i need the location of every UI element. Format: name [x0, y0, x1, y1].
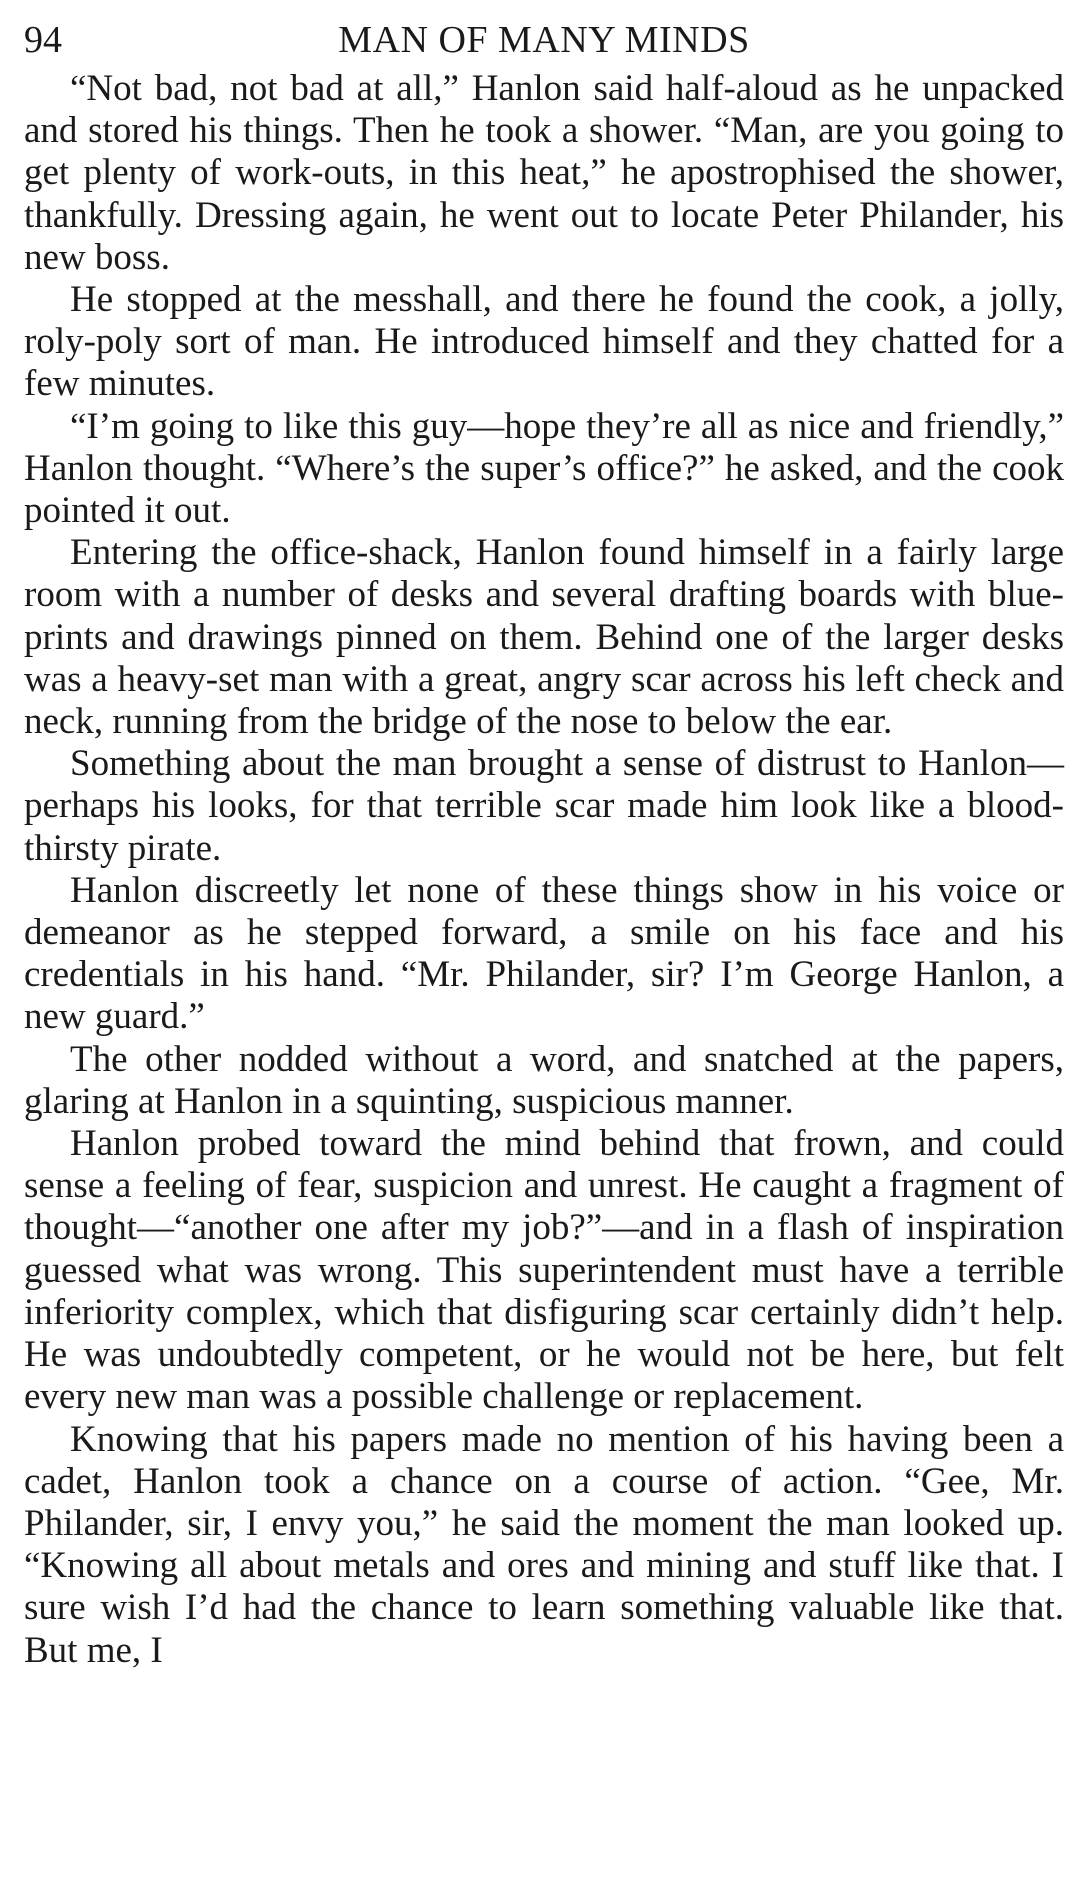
- paragraph: Knowing that his papers made no mention of his having been a cadet, Hanlon took a chance on a course of action. “Gee, Mr. Philander, sir, I envy you,” he said the moment the man looked up. “Knowing all about metals and ores and mining and stuff like that. I sure wish I’d had the chance to learn something valuable like that. But me, I: [24, 1418, 1064, 1671]
- book-page: [24, 12, 1064, 1672]
- running-head: [24, 12, 1064, 68]
- running-title: MAN OF MANY MINDS: [338, 19, 750, 61]
- paragraph: The other nodded without a word, and snatched at the papers, glaring at Hanlon in a squinting, suspicious manner.: [24, 1038, 1064, 1122]
- page-number: 94: [24, 19, 62, 61]
- paragraph: Something about the man brought a sense of distrust to Hanlon—perhaps his looks, for that terrible scar made him look like a blood-thirsty pirate.: [24, 743, 1064, 869]
- paragraph: Hanlon discreetly let none of these things show in his voice or demeanor as he stepped forward, a smile on his face and his credentials in his hand. “Mr. Philander, sir? I’m George Hanlon, a new guard.”: [24, 869, 1064, 1038]
- paragraph: “Not bad, not bad at all,” Hanlon said half-aloud as he unpacked and stored his things. Then he took a shower. “Man, are you going to get plenty of work-outs, in this heat,” he apostrophised the shower, thankfully. Dressing again, he went out to locate Peter Philander, his new boss.: [24, 68, 1064, 278]
- paragraph: Entering the office-shack, Hanlon found himself in a fairly large room with a number of desks and several drafting boards with blue-prints and drawings pinned on them. Behind one of the larger desks was a heavy-set man with a great, angry scar across his left check and neck, running from the bridge of the nose to below the ear.: [24, 532, 1064, 743]
- paragraph: He stopped at the messhall, and there he found the cook, a jolly, roly-poly sort of man. He introduced himself and they chatted for a few minutes.: [24, 279, 1064, 405]
- paragraph: Hanlon probed toward the mind behind that frown, and could sense a feeling of fear, suspicion and unrest. He caught a fragment of thought—“another one after my job?”—and in a flash of inspiration guessed what was wrong. This superintendent must have a terrible inferiority complex, which that disfiguring scar certainly didn’t help. He was undoubtedly competent, or he would not be here, but felt every new man was a possible challenge or replacement.: [24, 1123, 1064, 1418]
- paragraph: “I’m going to like this guy—hope they’re all as nice and friendly,” Hanlon thought. “Where’s the super’s office?” he asked, and the cook pointed it out.: [24, 405, 1064, 532]
- body-text: [24, 68, 1064, 1672]
